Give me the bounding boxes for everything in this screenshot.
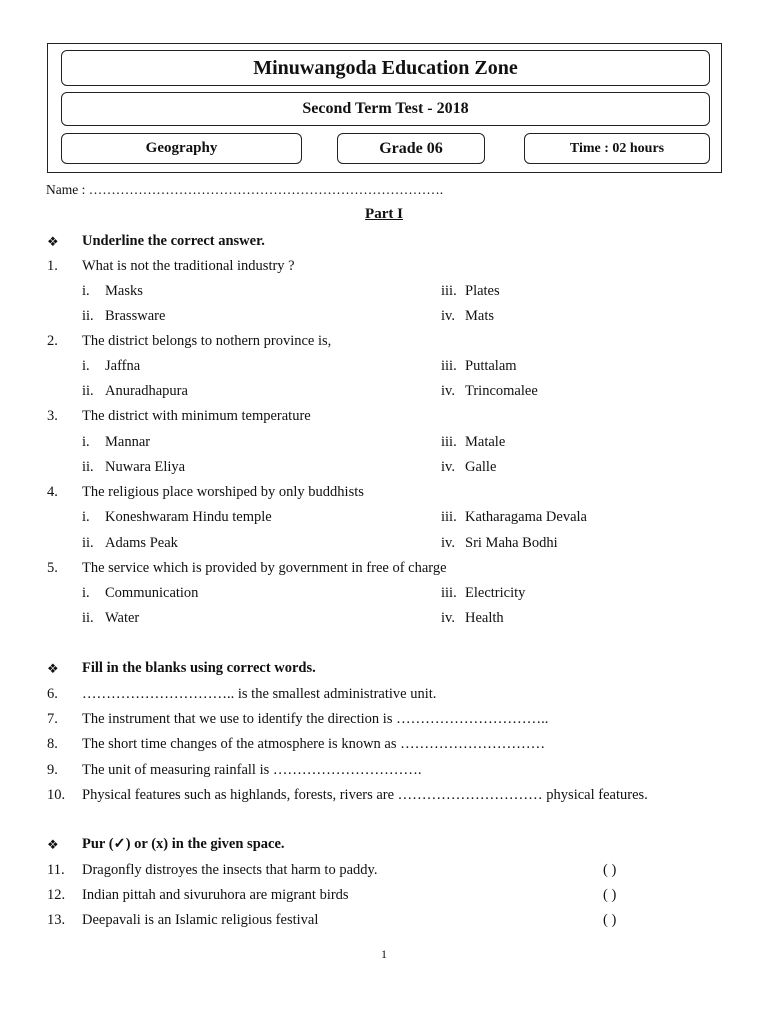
option-label: iv. bbox=[441, 383, 455, 399]
question-text: The religious place worshiped by only buddhists bbox=[82, 484, 364, 500]
subject-box: Geography bbox=[61, 133, 302, 164]
option-text: Sri Maha Bodhi bbox=[465, 535, 558, 551]
option-text: Mannar bbox=[105, 434, 151, 450]
option-text: Mats bbox=[465, 308, 494, 324]
tick-text: Indian pittah and sivuruhora are migrant birds bbox=[82, 887, 349, 903]
fill-text: The instrument that we use to identify the direction is ………………………….. bbox=[82, 711, 549, 727]
answer-space[interactable]: ( ) bbox=[603, 887, 617, 903]
option-label: iv. bbox=[441, 308, 455, 324]
option-text: Koneshwaram Hindu temple bbox=[105, 509, 272, 525]
test-title: Second Term Test - 2018 bbox=[61, 92, 710, 126]
option-label: iv. bbox=[441, 535, 455, 551]
option-label: i. bbox=[82, 358, 90, 374]
option-label: ii. bbox=[82, 535, 94, 551]
page-number: 1 bbox=[381, 947, 387, 961]
option-text: Puttalam bbox=[465, 358, 517, 374]
option-label: iii. bbox=[441, 283, 457, 299]
question-text: What is not the traditional industry ? bbox=[82, 258, 295, 274]
section-heading-fill: Fill in the blanks using correct words. bbox=[82, 660, 316, 676]
answer-space[interactable]: ( ) bbox=[603, 862, 617, 878]
option-label: i. bbox=[82, 434, 90, 450]
section-heading-underline: Underline the correct answer. bbox=[82, 233, 265, 249]
diamond-bullet-icon: ❖ bbox=[47, 234, 59, 249]
option-text: Electricity bbox=[465, 585, 526, 601]
option-text: Matale bbox=[465, 434, 506, 450]
diamond-bullet-icon: ❖ bbox=[47, 661, 59, 676]
question-text: The district belongs to nothern province is, bbox=[82, 333, 332, 349]
option-text: Galle bbox=[465, 459, 497, 475]
option-text: Health bbox=[465, 610, 504, 626]
question-number: 2. bbox=[47, 333, 58, 349]
answer-space[interactable]: ( ) bbox=[603, 912, 617, 928]
question-number: 5. bbox=[47, 560, 58, 576]
fill-text: ………………………….. is the smallest administrative unit. bbox=[82, 686, 437, 702]
question-number: 1. bbox=[47, 258, 58, 274]
option-text: Katharagama Devala bbox=[465, 509, 587, 525]
option-label: iii. bbox=[441, 434, 457, 450]
option-text: Masks bbox=[105, 283, 143, 299]
option-label: iii. bbox=[441, 358, 457, 374]
name-line: Name : ……………………………………………………………………. bbox=[46, 182, 444, 197]
option-text: Communication bbox=[105, 585, 199, 601]
question-number: 4. bbox=[47, 484, 58, 500]
question-number: 10. bbox=[47, 787, 66, 803]
option-label: i. bbox=[82, 509, 90, 525]
option-text: Nuwara Eliya bbox=[105, 459, 186, 475]
option-label: ii. bbox=[82, 383, 94, 399]
section-heading-tick: Pur (✓) or (x) in the given space. bbox=[82, 836, 285, 852]
option-label: i. bbox=[82, 585, 90, 601]
zone-title: Minuwangoda Education Zone bbox=[61, 50, 710, 86]
option-text: Trincomalee bbox=[465, 383, 538, 399]
option-label: ii. bbox=[82, 459, 94, 475]
question-number: 7. bbox=[47, 711, 58, 727]
option-label: ii. bbox=[82, 308, 94, 324]
option-text: Anuradhapura bbox=[105, 383, 188, 399]
question-text: The service which is provided by government in free of charge bbox=[82, 560, 447, 576]
option-label: iv. bbox=[441, 610, 455, 626]
tick-text: Dragonfly distroyes the insects that harm to paddy. bbox=[82, 862, 378, 878]
option-text: Brassware bbox=[105, 308, 166, 324]
question-number: 12. bbox=[47, 887, 66, 903]
option-label: i. bbox=[82, 283, 90, 299]
option-label: iii. bbox=[441, 509, 457, 525]
question-number: 8. bbox=[47, 736, 58, 752]
fill-text: The unit of measuring rainfall is …………………………. bbox=[82, 762, 422, 778]
diamond-bullet-icon: ❖ bbox=[47, 837, 59, 852]
question-number: 3. bbox=[47, 408, 58, 424]
option-text: Plates bbox=[465, 283, 500, 299]
question-number: 13. bbox=[47, 912, 66, 928]
option-text: Jaffna bbox=[105, 358, 141, 374]
option-label: iv. bbox=[441, 459, 455, 475]
part-title: Part I bbox=[365, 206, 403, 222]
option-label: ii. bbox=[82, 610, 94, 626]
question-text: The district with minimum temperature bbox=[82, 408, 311, 424]
question-number: 11. bbox=[47, 862, 65, 878]
option-label: iii. bbox=[441, 585, 457, 601]
fill-text: Physical features such as highlands, forests, rivers are ………………………… physical features. bbox=[82, 787, 648, 803]
question-number: 6. bbox=[47, 686, 58, 702]
tick-text: Deepavali is an Islamic religious festival bbox=[82, 912, 319, 928]
option-text: Adams Peak bbox=[105, 535, 178, 551]
grade-box: Grade 06 bbox=[337, 133, 485, 164]
fill-text: The short time changes of the atmosphere is known as ………………………… bbox=[82, 736, 546, 752]
question-number: 9. bbox=[47, 762, 58, 778]
time-box: Time : 02 hours bbox=[524, 133, 710, 164]
option-text: Water bbox=[105, 610, 140, 626]
